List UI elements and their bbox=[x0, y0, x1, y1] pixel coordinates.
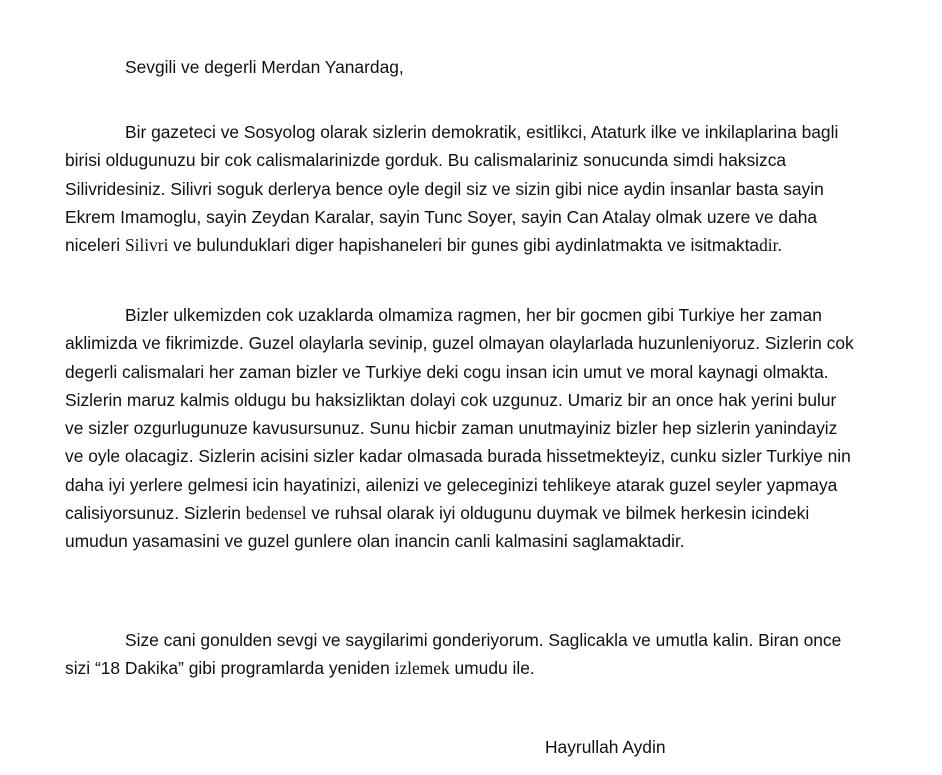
paragraph-1 bbox=[65, 118, 855, 259]
paragraph-3-text-b: umudu ile. bbox=[449, 658, 535, 679]
paragraph-2 bbox=[65, 301, 855, 556]
paragraph-2-serif-a: bedensel bbox=[245, 503, 307, 524]
paragraph-1-serif-a: Silivri bbox=[124, 235, 169, 256]
paragraph-3-serif-a: izlemek bbox=[394, 658, 450, 679]
salutation bbox=[65, 53, 855, 81]
paragraph-1-serif-b: dir. bbox=[759, 235, 782, 256]
paragraph-2-text-a: Bizler ulkemizden cok uzaklarda olmamiza ragmen, her bir gocmen gibi Turkiye her zaman aklimizda ve fikrimizde. Guzel olaylarla sevinip, guzel olmayan olaylarlada huzunleniyoruz. Sizlerin cok degerli calismalari her zaman bizler ve Turkiye deki cogu insan icin umut ve moral kaynagi olmakta. Sizlerin maruz kalmis oldugu bu haksizliktan dolayi cok uzgunuz. Umariz bir an once hak yerini bulur ve sizler ozgurlugunuze kavusursunuz. Sunu hicbir zaman unutmayiniz bizler hep sizlerin yanindayiz ve oyle olacagiz. Sizlerin acisini sizler kadar olmasada burada hissetmekteyiz, cunku sizler Turkiye nin daha iyi yerlere gelmesi icin hayatinizi, ailenizi ve geleceginizi tehlikeye atarak guzel seyler yapmaya calisiyorsunuz. Sizlerin bbox=[65, 305, 854, 524]
paragraph-1-text-a: Bir gazeteci ve Sosyolog olarak sizlerin demokratik, esitlikci, Ataturk ilke ve inkilaplarina bagli birisi oldugunuzu bir cok calismalarinizde gorduk. Bu calismalariniz sonucunda simdi haksizca Silivridesiniz. Silivri soguk derlerya bence oyle degil siz ve sizin gibi nice aydin insanlar basta sayin Ekrem Imamoglu, sayin Zeydan Karalar, sayin Tunc Soyer, sayin Can Atalay olmak uzere ve daha niceleri bbox=[65, 122, 839, 256]
signature: Hayrullah Aydin bbox=[545, 737, 666, 757]
paragraph-1-text-b: ve bulunduklari diger hapishaneleri bir gunes gibi aydinlatmakta ve isitmakta bbox=[168, 235, 760, 256]
paragraph-3-text-a: Size cani gonulden sevgi ve saygilarimi gonderiyorum. Saglicakla ve umutla kalin. Biran once sizi “18 Dakika” gibi programlarda yeniden bbox=[65, 630, 842, 679]
paragraph-2-text-b: ve ruhsal olarak iyi oldugunu duymak ve bilmek herkesin icindeki umudun yasamasini ve guzel gunlere olan inancin canli kalmasini saglamaktadir. bbox=[65, 503, 810, 552]
salutation-text: Sevgili ve degerli Merdan Yanardag, bbox=[125, 57, 404, 77]
paragraph-3 bbox=[65, 626, 855, 683]
